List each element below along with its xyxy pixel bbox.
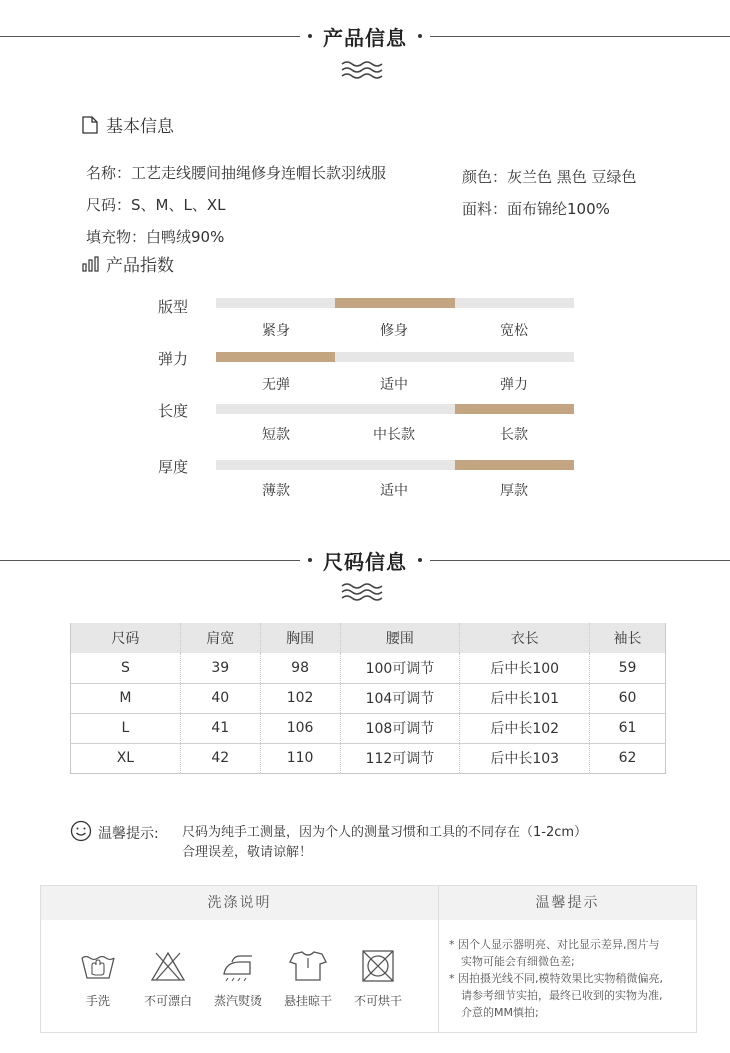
header-line-right xyxy=(430,560,730,561)
product-fabric: 面料：面布锦纶100% xyxy=(462,200,610,218)
notice-line: * 因拍摄光线不同,模特效果比实物稍微偏亮, xyxy=(449,972,663,985)
metric-tick: 无弹 xyxy=(262,377,290,393)
basic-info-title: 基本信息 xyxy=(106,117,174,137)
table-cell: 40 xyxy=(180,683,260,713)
metric-tick: 宽松 xyxy=(500,323,528,339)
header-line-left xyxy=(0,36,300,37)
metric-tick: 长款 xyxy=(500,427,528,443)
product-index-title: 产品指数 xyxy=(106,256,174,276)
product-filling: 填充物：白鸭绒90% xyxy=(86,228,225,246)
bar-chart-icon xyxy=(82,256,100,272)
column-header: 胸围 xyxy=(260,623,340,653)
tip-text xyxy=(182,823,662,863)
notice-line: 实物可能会有细微色差; xyxy=(461,955,575,968)
table-cell: 后中长102 xyxy=(460,713,590,743)
table-row xyxy=(71,743,666,773)
table-cell: XL xyxy=(71,743,181,773)
wave-decoration-icon xyxy=(340,582,384,602)
product-info-title: 产品信息 xyxy=(323,26,407,50)
metric-tick: 弹力 xyxy=(500,377,528,393)
column-header: 腰围 xyxy=(340,623,460,653)
care-label: 不可漂白 xyxy=(143,994,192,1008)
smiley-icon xyxy=(70,820,92,842)
table-cell: 41 xyxy=(180,713,260,743)
notice-title: 温馨提示 xyxy=(438,886,696,920)
table-cell: 104可调节 xyxy=(340,683,460,713)
metric-label: 版型 xyxy=(158,298,189,316)
metric-tick: 适中 xyxy=(380,483,408,499)
table-cell: 108可调节 xyxy=(340,713,460,743)
column-header: 尺码 xyxy=(71,623,181,653)
notice-line: * 因个人显示器明亮、对比显示差异,图片与 xyxy=(449,938,660,951)
metric-tick: 厚款 xyxy=(500,483,528,499)
no-bleach-icon xyxy=(148,950,188,982)
table-cell: 110 xyxy=(260,743,340,773)
table-cell: 100可调节 xyxy=(340,653,460,683)
care-item-no-tumble-dry xyxy=(343,950,413,1009)
table-cell: S xyxy=(71,653,181,683)
header-dot-right xyxy=(418,34,422,38)
size-info-header xyxy=(0,542,730,582)
product-index-heading xyxy=(82,251,174,276)
basic-info-heading xyxy=(82,112,174,137)
product-info-header xyxy=(0,18,730,58)
product-sizes: 尺码：S、M、L、XL xyxy=(86,196,226,214)
column-header: 肩宽 xyxy=(180,623,260,653)
table-cell: 后中长100 xyxy=(460,653,590,683)
header-line-right xyxy=(430,36,730,37)
header-dot-right xyxy=(418,558,422,562)
table-cell: 61 xyxy=(590,713,666,743)
care-divider xyxy=(438,920,439,1032)
column-header: 袖长 xyxy=(590,623,666,653)
wave-decoration-icon xyxy=(340,60,384,80)
metric-tick: 适中 xyxy=(380,377,408,393)
table-row xyxy=(71,653,666,683)
metric-selected-segment xyxy=(455,404,574,414)
table-row xyxy=(71,713,666,743)
care-item-hand-wash xyxy=(63,950,133,1009)
no-tumble-dry-icon xyxy=(358,950,398,982)
care-item-steam-iron xyxy=(203,950,273,1009)
care-item-no-bleach xyxy=(133,950,203,1009)
metric-selected-segment xyxy=(216,352,335,362)
care-item-hang-dry xyxy=(273,950,343,1009)
notice-line: 请参考细节实拍，最终已收到的实物为准, xyxy=(461,989,663,1002)
tip-line: 尺码为纯手工测量，因为个人的测量习惯和工具的不同存在（1-2cm） xyxy=(182,825,588,840)
metric-tick: 短款 xyxy=(262,427,290,443)
size-table xyxy=(70,623,666,774)
table-cell: 后中长101 xyxy=(460,683,590,713)
table-cell: 42 xyxy=(180,743,260,773)
metric-bar xyxy=(216,298,574,308)
care-label: 手洗 xyxy=(85,994,110,1008)
notice-line: 介意的MM慎拍; xyxy=(461,1006,539,1019)
table-cell: 102 xyxy=(260,683,340,713)
wash-instructions-title: 洗涤说明 xyxy=(41,886,438,920)
notice-notes xyxy=(449,936,689,1021)
size-info-title: 尺码信息 xyxy=(323,550,407,574)
metric-label: 弹力 xyxy=(158,350,189,368)
metric-bar xyxy=(216,460,574,470)
metric-tick: 紧身 xyxy=(262,323,290,339)
document-icon xyxy=(82,116,98,134)
hang-dry-icon xyxy=(288,950,328,982)
metric-label: 长度 xyxy=(158,402,189,420)
metric-tick: 中长款 xyxy=(373,427,415,443)
table-header-row xyxy=(71,623,666,653)
product-colors: 颜色：灰兰色 黑色 豆绿色 xyxy=(462,168,637,186)
table-cell: 后中长103 xyxy=(460,743,590,773)
metric-bar xyxy=(216,352,574,362)
metric-bar xyxy=(216,404,574,414)
tip-label: 温馨提示: xyxy=(98,826,159,842)
hand-wash-icon xyxy=(78,950,118,982)
tip-line: 合理误差，敬请谅解！ xyxy=(182,845,313,860)
care-label: 悬挂晾干 xyxy=(283,994,332,1008)
care-panel xyxy=(40,885,697,1033)
table-cell: 59 xyxy=(590,653,666,683)
product-name: 名称：工艺走线腰间抽绳修身连帽长款羽绒服 xyxy=(86,164,387,182)
care-label: 蒸汽熨烫 xyxy=(213,994,262,1008)
table-cell: 62 xyxy=(590,743,666,773)
table-cell: 98 xyxy=(260,653,340,683)
metric-label: 厚度 xyxy=(158,458,189,476)
header-line-left xyxy=(0,560,300,561)
table-cell: 60 xyxy=(590,683,666,713)
table-row xyxy=(71,683,666,713)
table-cell: 106 xyxy=(260,713,340,743)
metric-selected-segment xyxy=(335,298,454,308)
steam-iron-icon xyxy=(218,950,258,982)
metric-selected-segment xyxy=(455,460,574,470)
metric-tick: 修身 xyxy=(380,323,408,339)
care-label: 不可烘干 xyxy=(353,994,402,1008)
column-header: 衣长 xyxy=(460,623,590,653)
table-cell: M xyxy=(71,683,181,713)
table-cell: 39 xyxy=(180,653,260,683)
metric-tick: 薄款 xyxy=(262,483,290,499)
table-cell: L xyxy=(71,713,181,743)
table-cell: 112可调节 xyxy=(340,743,460,773)
